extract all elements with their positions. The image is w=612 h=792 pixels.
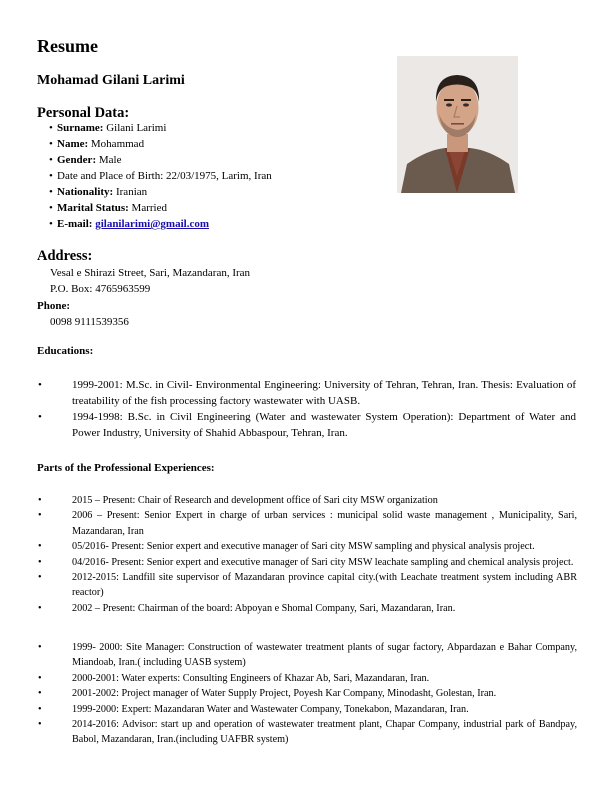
surname-line: [57, 122, 166, 134]
experience-list-1: [38, 493, 577, 616]
nationality-label: Nationality:: [57, 186, 114, 198]
list-item: • 2012-2015: Landfill site supervisor of Mazandaran province capital city.(with Leachate treatment system including ABR reactor): [38, 572, 577, 599]
list-item: • 1999-2001: M.Sc. in Civil- Environmental Engineering: University of Tehran, Tehran, Iran. Thesis: Evaluation of treatability of the fish processing factory wastewater with UASB.: [38, 379, 576, 407]
education-list: [38, 377, 576, 441]
list-item: • 1994-1998: B.Sc. in Civil Engineering (Water and wastewater System Operation): Department of Water and Power Industry, University of Shahid Abbaspour, Tehran, Iran.: [38, 411, 576, 439]
birth-value: Date and Place of Birth: 22/03/1975, Larim, Iran: [57, 170, 272, 182]
experience-heading: Parts of the Professional Experiences:: [37, 462, 215, 474]
gender-label: Gender:: [57, 154, 97, 166]
gender-value: Male: [98, 154, 122, 166]
list-item: • 05/2016- Present: Senior expert and executive manager of Sari city MSW sampling and physical analysis project.: [38, 541, 535, 553]
name-value: Mohammad: [90, 138, 145, 150]
address-line-2: P.O. Box: 4765963599: [50, 283, 151, 295]
email-line: [57, 218, 209, 230]
list-item: • 2000-2001: Water experts: Consulting Engineers of Khazar Ab, Sari, Mazandaran, Iran.: [38, 672, 430, 684]
education-heading: Educations:: [37, 345, 94, 357]
birth-line: [57, 170, 272, 182]
personal-data-heading: Personal Data:: [37, 105, 130, 121]
list-item: • 2014-2016: Advisor: start up and operation of wastewater treatment plant, Chapar Company, industrial park of Bandpay, Babol, Mazandaran, Iran.(including UAFBR system): [38, 719, 577, 746]
email-link[interactable]: gilanilarimi@gmail.com: [95, 218, 210, 230]
marital-line: [57, 202, 167, 214]
email-label: E-mail:: [57, 218, 93, 230]
list-item: • 1999-2000: Expert: Mazandaran Water and Wastewater Company, Tonekabon, Mazandaran, Iran.: [38, 703, 469, 715]
marital-value: Married: [131, 202, 167, 214]
name-label: Name:: [57, 138, 89, 150]
nationality-value: Iranian: [115, 186, 148, 198]
phone-value: 0098 9111539356: [50, 316, 129, 328]
phone-heading: Phone:: [37, 300, 70, 312]
address-heading: Address:: [37, 248, 93, 264]
surname-value: Gilani Larimi: [106, 122, 167, 134]
marital-label: Marital Status:: [57, 202, 129, 214]
address-line-1: Vesal e Shirazi Street, Sari, Mazandaran, Iran: [50, 267, 251, 279]
document-title: Resume: [37, 36, 98, 56]
list-item: • 2006 – Present: Senior Expert in charge of urban services : municipal solid waste management , Municipality, Sari, Mazandaran, Iran: [38, 510, 577, 537]
list-item: • 2001-2002: Project manager of Water Supply Project, Poyesh Kar Company, Minodasht, Golestan, Iran.: [38, 688, 497, 700]
list-item: • 2015 – Present: Chair of Research and development office of Sari city MSW organization: [38, 495, 438, 506]
list-item: • 2002 – Present: Chairman of the board: Abpoyan e Shomal Company, Sari, Mazandaran, Iran.: [38, 602, 456, 614]
surname-label: Surname:: [57, 122, 104, 134]
name-line: [57, 138, 144, 150]
nationality-line: [57, 186, 147, 198]
list-item: • 1999- 2000: Site Manager: Construction of wastewater treatment plants of sugar factory, Abpardazan e Bahar Company, Miandoab, Iran.( including UASB system): [38, 642, 577, 669]
person-name: Mohamad Gilani Larimi: [37, 73, 185, 88]
gender-line: [57, 154, 121, 166]
experience-list-2: [38, 640, 577, 748]
profile-photo: [397, 56, 518, 193]
list-item: • 04/2016- Present: Senior expert and executive manager of Sari city MSW leachate sampling and chemical analysis project.: [38, 556, 574, 568]
